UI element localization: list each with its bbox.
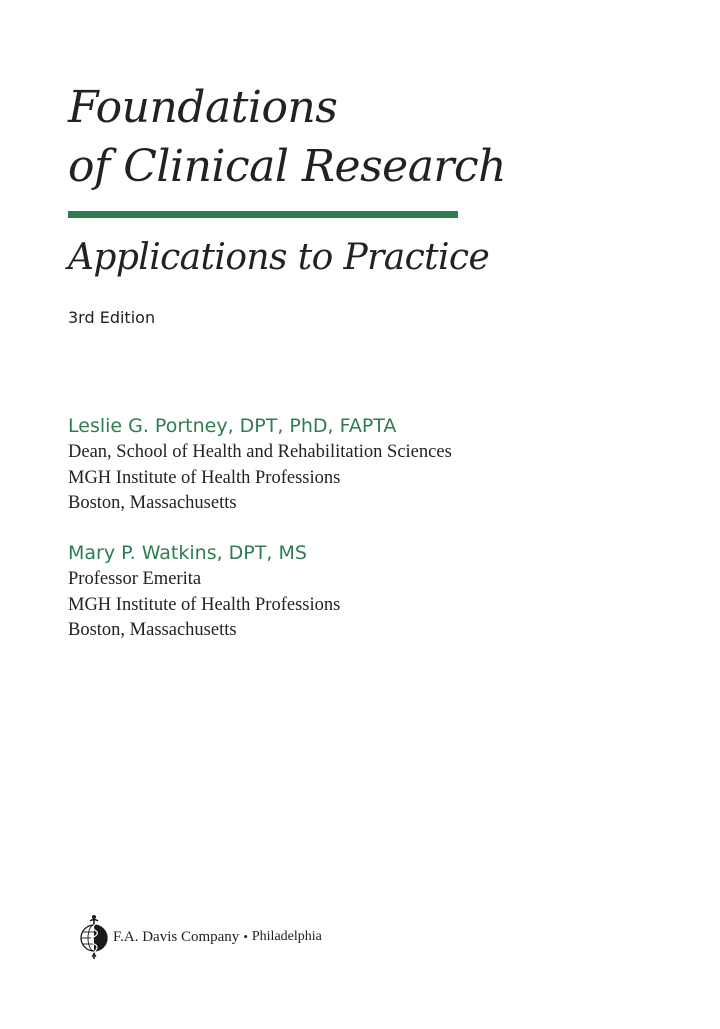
book-subtitle: Applications to Practice (68, 237, 490, 278)
author-location: Boston, Massachusetts (68, 620, 237, 640)
publisher-name: F.A. Davis Company (113, 928, 240, 945)
author-name: Leslie G. Portney, DPT, PhD, FAPTA (68, 415, 397, 437)
globe-caduceus-icon (78, 913, 110, 961)
title-divider-rule (68, 211, 458, 218)
author-title: Professor Emerita (68, 569, 202, 589)
author-institution: MGH Institute of Health Professions (68, 467, 341, 488)
publisher-separator: • (243, 929, 248, 944)
publisher-city: Philadelphia (251, 929, 322, 944)
book-title-line-2: of Clinical Research (68, 141, 506, 192)
publisher-imprint (78, 913, 322, 961)
edition-label: 3rd Edition (68, 308, 156, 327)
author-institution: MGH Institute of Health Professions (68, 594, 341, 615)
author-block-watkins (68, 541, 340, 644)
author-name: Mary P. Watkins, DPT, MS (68, 542, 307, 564)
author-title: Dean, School of Health and Rehabilitation Sciences (68, 442, 452, 462)
book-title-line-1: Foundations (68, 82, 338, 133)
author-location: Boston, Massachusetts (68, 493, 237, 513)
author-block-portney (68, 414, 452, 517)
